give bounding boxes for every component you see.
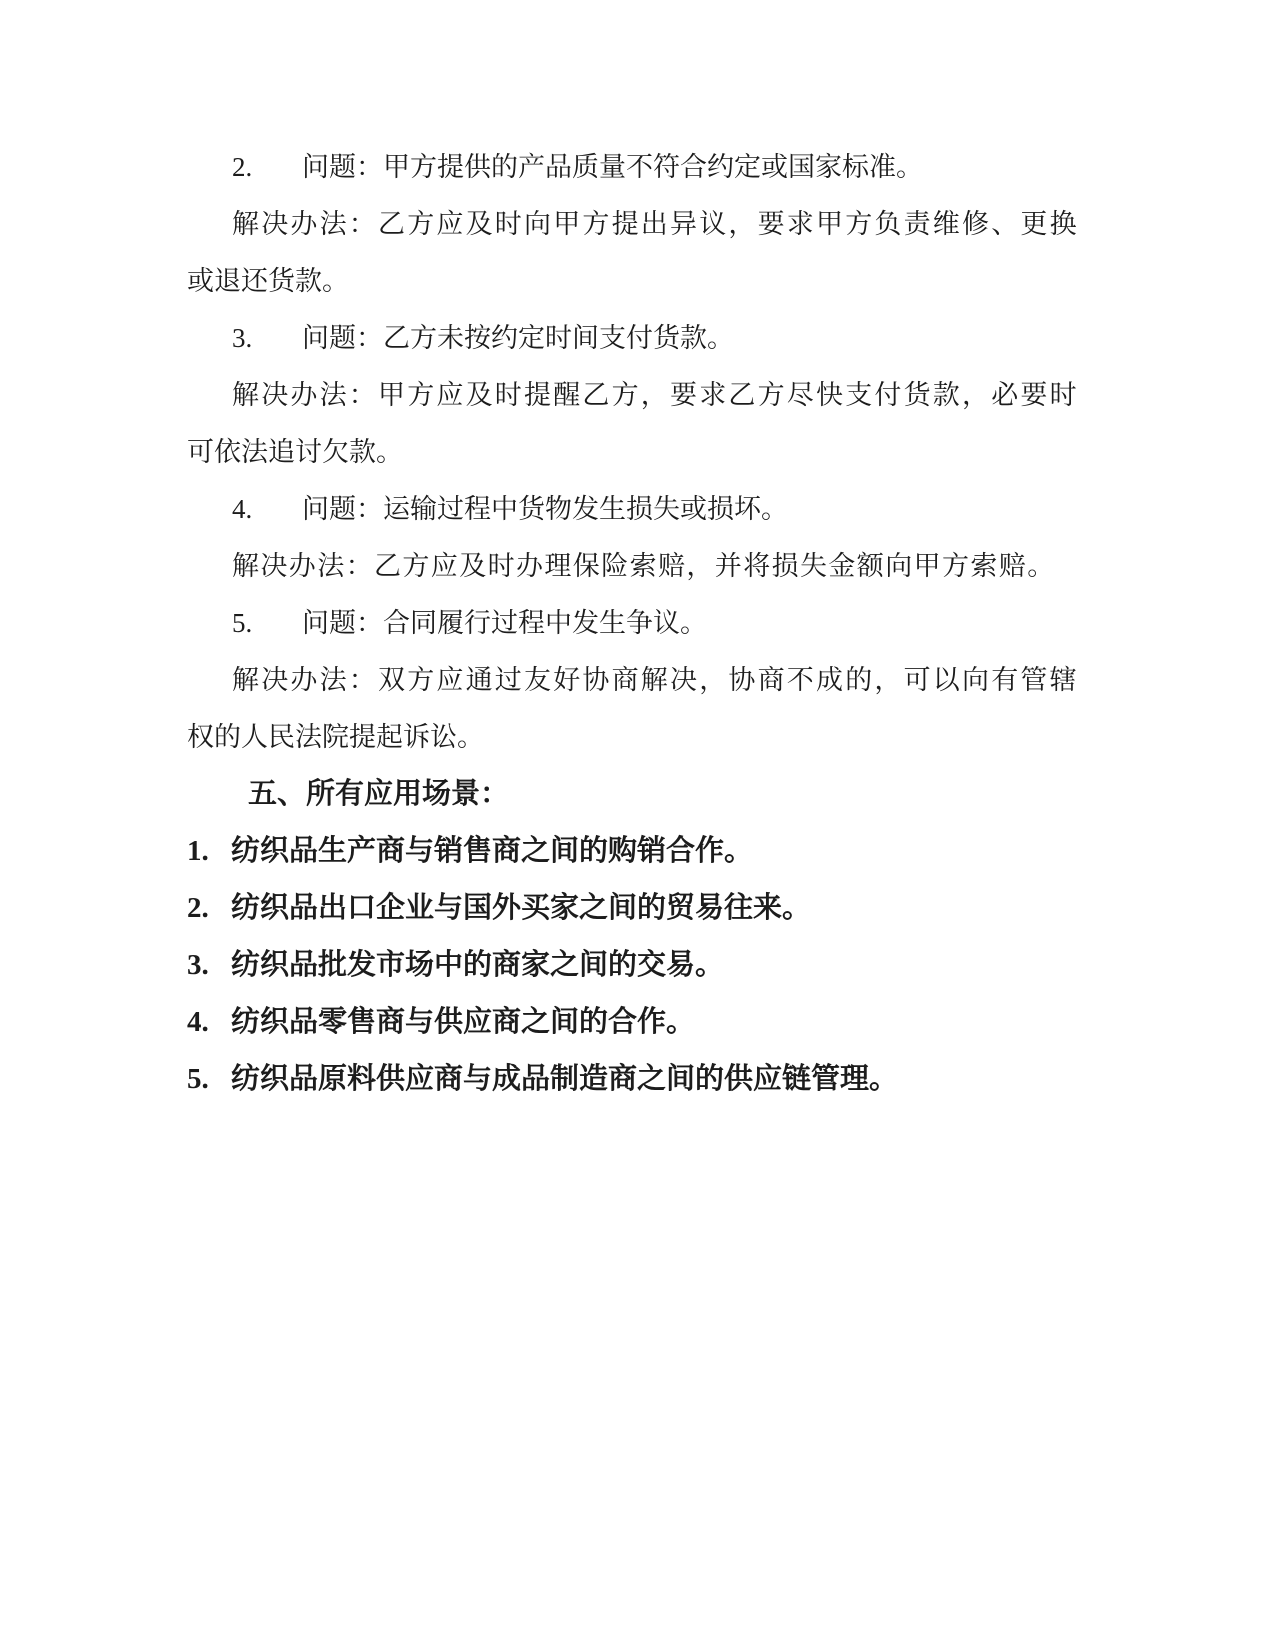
qa-solution-line: 解决办法：甲方应及时提醒乙方，要求乙方尽快支付货款，必要时 <box>232 380 1079 410</box>
qa-question-line <box>187 310 1080 367</box>
scenario-item-number: 4. <box>187 1006 209 1038</box>
scenario-item <box>187 823 1080 880</box>
qa-item-number: 5. <box>232 608 253 638</box>
qa-solution-line: 解决办法：双方应通过友好协商解决，协商不成的，可以向有管辖 <box>232 665 1079 695</box>
qa-question-text: 问题：甲方提供的产品质量不符合约定或国家标准。 <box>302 152 923 182</box>
scenario-item-number: 1. <box>187 835 209 867</box>
qa-question-line <box>187 481 1080 538</box>
qa-item-number: 2. <box>232 152 253 182</box>
qa-item-number: 4. <box>232 494 253 524</box>
scenario-item-number: 2. <box>187 892 209 924</box>
document-content <box>187 139 1080 1108</box>
scenario-item <box>187 880 1080 937</box>
scenario-item-text: 纺织品出口企业与国外买家之间的贸易往来。 <box>231 892 812 924</box>
qa-item-number: 3. <box>232 323 253 353</box>
qa-question-text: 问题：乙方未按约定时间支付货款。 <box>302 323 734 353</box>
qa-question-line <box>187 595 1080 652</box>
scenario-item <box>187 937 1080 994</box>
scenario-item-text: 纺织品批发市场中的商家之间的交易。 <box>231 949 725 981</box>
scenario-item-text: 纺织品生产商与销售商之间的购销合作。 <box>231 835 754 867</box>
scenario-item <box>187 994 1080 1051</box>
qa-question-text: 问题：运输过程中货物发生损失或损坏。 <box>302 494 788 524</box>
scenario-item-text: 纺织品原料供应商与成品制造商之间的供应链管理。 <box>231 1063 899 1095</box>
qa-solution-line: 解决办法：乙方应及时办理保险索赔，并将损失金额向甲方索赔。 <box>232 551 1056 581</box>
scenario-item-number: 3. <box>187 949 209 981</box>
qa-solution-line: 或退还货款。 <box>187 266 349 296</box>
qa-solution-line: 解决办法：乙方应及时向甲方提出异议，要求甲方负责维修、更换 <box>232 209 1079 239</box>
qa-solution-line: 可依法追讨欠款。 <box>187 437 403 467</box>
scenario-item-number: 5. <box>187 1063 209 1095</box>
scenario-item <box>187 1051 1080 1108</box>
scenarios-heading: 五、所有应用场景： <box>248 778 510 810</box>
qa-solution-line: 权的人民法院提起诉讼。 <box>187 722 484 752</box>
qa-question-text: 问题：合同履行过程中发生争议。 <box>302 608 707 638</box>
scenario-item-text: 纺织品零售商与供应商之间的合作。 <box>231 1006 696 1038</box>
qa-question-line <box>187 139 1080 196</box>
